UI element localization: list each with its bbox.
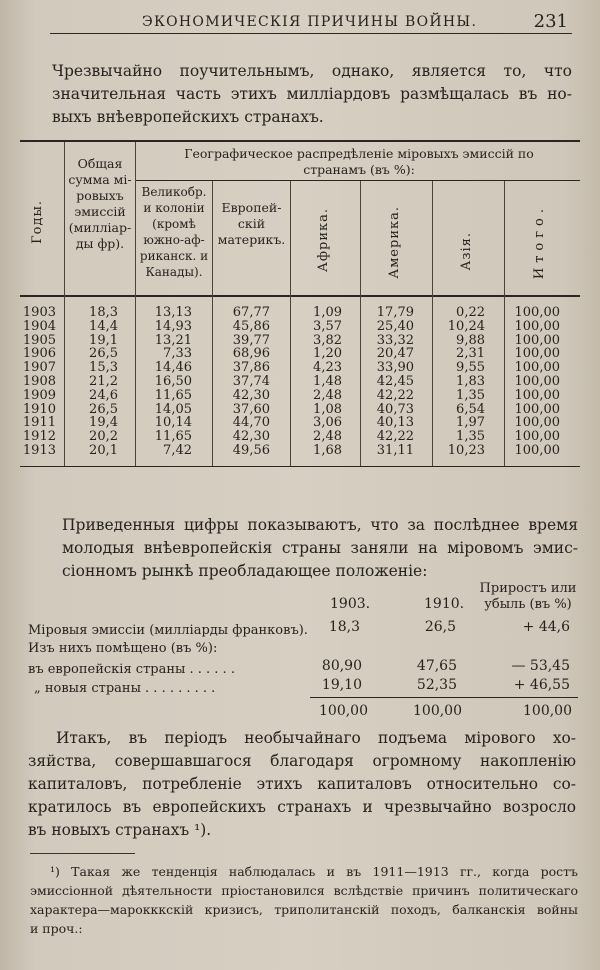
text-line: въ новыхъ странахъ ¹). xyxy=(28,821,212,839)
summary-value: 100,00 xyxy=(319,703,368,719)
table-row xyxy=(20,430,580,444)
summary-value: + 46,55 xyxy=(513,677,570,693)
cell-africa: 1,48 xyxy=(313,373,342,389)
cell-britain: 7,42 xyxy=(163,442,192,458)
cell-year: 1905 xyxy=(22,332,56,348)
cell-total: 20,2 xyxy=(89,429,118,445)
cell-total: 26,5 xyxy=(89,346,118,362)
cell-year: 1911 xyxy=(22,415,56,431)
header-geo-distribution: Географическое распредѣленіе міровыхъ эмиссій по странамъ (въ %): xyxy=(184,146,534,177)
cell-america: 25,40 xyxy=(376,318,414,334)
cell-africa: 2,48 xyxy=(313,429,342,445)
summary-row-europe-label: въ европейскія страны . . . . . . xyxy=(28,662,235,677)
cell-africa: 1,68 xyxy=(313,442,342,458)
cell-asia: 2,31 xyxy=(456,346,485,362)
header-america: Америка. xyxy=(387,206,402,279)
summary-value: + 44,6 xyxy=(522,619,570,635)
cell-britain: 14,05 xyxy=(154,401,192,417)
cell-year: 1909 xyxy=(22,387,56,403)
cell-africa: 1,20 xyxy=(313,346,342,362)
summary-value: — 53,45 xyxy=(511,658,570,674)
text-line: Итакъ, въ періодъ необычайнаго подъема мірового хо- xyxy=(56,729,576,747)
cell-total: 24,6 xyxy=(89,387,118,403)
text-line: Приведенныя цифры показываютъ, что за послѣднее время xyxy=(62,516,578,534)
cell-year: 1906 xyxy=(22,346,56,362)
middle-paragraph xyxy=(62,514,578,583)
table-bottom-rule xyxy=(20,466,580,467)
text-line: кратилось въ европейскихъ странахъ и чрезвычайно возросло xyxy=(28,798,576,816)
cell-britain: 13,13 xyxy=(154,305,192,320)
cell-year: 1913 xyxy=(22,442,56,458)
summary-row-new-label: „ новыя страны . . . . . . . . . xyxy=(34,681,216,696)
cell-total: 26,5 xyxy=(89,401,118,417)
cell-asia: 1,97 xyxy=(456,415,485,431)
cell-america: 31,11 xyxy=(376,442,414,458)
intro-paragraph xyxy=(52,60,572,129)
cell-africa: 2,48 xyxy=(313,387,342,403)
footnote xyxy=(30,862,578,938)
cell-africa: 3,06 xyxy=(313,415,342,431)
cell-britain: 11,65 xyxy=(154,429,192,445)
cell-europe: 42,30 xyxy=(232,429,270,445)
running-header xyxy=(50,10,572,32)
header-britain: Великобр. и колоніи (кромѣ южно-аф- риканск. и Канады). xyxy=(139,185,209,279)
cell-asia: 0,22 xyxy=(456,305,485,320)
cell-total-pct: 100,00 xyxy=(514,415,560,431)
header-total-percent: Итого. xyxy=(532,204,547,280)
table-row xyxy=(20,306,580,320)
cell-america: 33,90 xyxy=(376,360,414,376)
cell-america: 42,22 xyxy=(376,429,414,445)
cell-britain: 10,14 xyxy=(154,415,192,431)
cell-total: 19,1 xyxy=(89,332,118,348)
cell-africa: 3,82 xyxy=(313,332,342,348)
cell-asia: 1,83 xyxy=(456,373,485,389)
cell-total-pct: 100,00 xyxy=(514,332,560,348)
cell-asia: 10,24 xyxy=(447,318,485,334)
header-years: Годы. xyxy=(30,200,45,244)
cell-america: 40,73 xyxy=(376,401,414,417)
summary-value: 26,5 xyxy=(424,619,456,635)
summary-value: 19,10 xyxy=(321,677,362,693)
cell-europe: 39,77 xyxy=(232,332,270,348)
cell-year: 1908 xyxy=(22,373,56,389)
table-row xyxy=(20,334,580,348)
table-row xyxy=(20,416,580,430)
table-row xyxy=(20,375,580,389)
table-row xyxy=(20,403,580,417)
running-title: ЭКОНОМИЧЕСКІЯ ПРИЧИНЫ ВОЙНЫ. xyxy=(142,14,478,30)
cell-america: 42,22 xyxy=(376,387,414,403)
summary-value: 100,00 xyxy=(523,703,572,719)
table-body xyxy=(20,306,580,458)
text-line: капиталовъ, потребленіе этихъ капиталовъ относительно со- xyxy=(28,775,576,793)
summary-col-1910: 1910. xyxy=(424,596,465,612)
table-row xyxy=(20,320,580,334)
cell-asia: 6,54 xyxy=(456,401,485,417)
cell-europe: 37,86 xyxy=(232,360,270,376)
cell-britain: 13,21 xyxy=(154,332,192,348)
cell-year: 1903 xyxy=(22,305,56,320)
cell-total-pct: 100,00 xyxy=(514,373,560,389)
text-line: зяйства, совершавшагося благодаря огромному накопленію xyxy=(28,752,576,770)
table-top-rule xyxy=(20,140,580,142)
cell-total-pct: 100,00 xyxy=(514,442,560,458)
cell-year: 1910 xyxy=(22,401,56,417)
summary-value: 100,00 xyxy=(413,703,462,719)
cell-africa: 1,09 xyxy=(313,305,342,320)
header-rule xyxy=(50,33,572,34)
footnote-line: ¹) Такая же тенденція наблюдалась и въ 1911—1913 гг., когда ростъ xyxy=(50,864,578,879)
text-line: молодыя внѣевропейскія страны заняли на міровомъ эмис- xyxy=(62,539,578,557)
summary-sum-rule xyxy=(310,697,578,698)
header-africa: Африка. xyxy=(316,208,331,273)
cell-europe: 42,30 xyxy=(232,387,270,403)
cell-total: 15,3 xyxy=(89,360,118,376)
cell-britain: 14,93 xyxy=(154,318,192,334)
cell-total-pct: 100,00 xyxy=(514,401,560,417)
cell-total: 18,3 xyxy=(89,305,118,320)
footnote-rule xyxy=(30,853,135,854)
cell-america: 20,47 xyxy=(376,346,414,362)
cell-total-pct: 100,00 xyxy=(514,318,560,334)
table-row xyxy=(20,347,580,361)
header-asia: Азія. xyxy=(459,232,474,271)
cell-britain: 16,50 xyxy=(154,373,192,389)
cell-total: 20,1 xyxy=(89,442,118,458)
text-line: значительная часть этихъ милліардовъ размѣщалась въ но- xyxy=(52,85,572,103)
summary-value: 18,3 xyxy=(328,619,360,635)
cell-africa: 3,57 xyxy=(313,318,342,334)
cell-america: 17,79 xyxy=(376,305,414,320)
header-europe: Европей- скій материкъ. xyxy=(217,200,286,247)
cell-britain: 7,33 xyxy=(163,346,192,362)
cell-america: 42,45 xyxy=(376,373,414,389)
cell-total-pct: 100,00 xyxy=(514,305,560,320)
cell-africa: 1,08 xyxy=(313,401,342,417)
cell-america: 40,13 xyxy=(376,415,414,431)
conclusion-paragraph xyxy=(28,727,576,842)
cell-america: 33,32 xyxy=(376,332,414,348)
header-total-sum: Общая сумма мі- ровыхъ эмиссій (милліар- ды фр). xyxy=(68,156,132,251)
table-row xyxy=(20,389,580,403)
cell-europe: 49,56 xyxy=(232,442,270,458)
summary-placed-label: Изъ нихъ помѣщено (въ %): xyxy=(28,641,218,656)
summary-row-world-label: Міровыя эмиссіи (милліарды франковъ). xyxy=(28,623,308,638)
footnote-line: эмиссіонной дѣятельности пріостановился вслѣдствіе причинъ политическаго xyxy=(30,883,578,898)
cell-total-pct: 100,00 xyxy=(514,346,560,362)
footnote-line: характера—марокккскій кризисъ, триполитанскій походъ, балканскія войны xyxy=(30,902,578,917)
cell-year: 1907 xyxy=(22,360,56,376)
table-row xyxy=(20,361,580,375)
summary-value: 80,90 xyxy=(321,658,362,674)
cell-europe: 44,70 xyxy=(232,415,270,431)
cell-asia: 1,35 xyxy=(456,387,485,403)
cell-total: 14,4 xyxy=(89,318,118,334)
summary-value: 47,65 xyxy=(416,658,457,674)
cell-europe: 67,77 xyxy=(232,305,270,320)
summary-value: 52,35 xyxy=(416,677,457,693)
table-row xyxy=(20,444,580,458)
page-number: 231 xyxy=(533,11,568,32)
table-header-rule xyxy=(20,295,580,297)
cell-total-pct: 100,00 xyxy=(514,429,560,445)
text-line: сіонномъ рынкѣ преобладающее положеніе: xyxy=(62,562,428,580)
cell-year: 1904 xyxy=(22,318,56,334)
cell-asia: 10,23 xyxy=(447,442,485,458)
cell-britain: 14,46 xyxy=(154,360,192,376)
cell-europe: 45,86 xyxy=(232,318,270,334)
cell-asia: 9,55 xyxy=(456,360,485,376)
cell-total: 21,2 xyxy=(89,373,118,389)
cell-asia: 1,35 xyxy=(456,429,485,445)
cell-africa: 4,23 xyxy=(313,360,342,376)
cell-europe: 68,96 xyxy=(232,346,270,362)
cell-asia: 9,88 xyxy=(456,332,485,348)
cell-britain: 11,65 xyxy=(154,387,192,403)
cell-europe: 37,60 xyxy=(232,401,270,417)
cell-year: 1912 xyxy=(22,429,56,445)
text-line: выхъ внѣевропейскихъ странахъ. xyxy=(52,108,324,126)
cell-total-pct: 100,00 xyxy=(514,387,560,403)
geo-subheader-rule xyxy=(135,180,580,181)
cell-total-pct: 100,00 xyxy=(514,360,560,376)
footnote-line: и проч.: xyxy=(30,921,83,936)
summary-col-change: Приростъ или убыль (въ %) xyxy=(479,581,577,612)
summary-col-1903: 1903. xyxy=(330,596,371,612)
cell-europe: 37,74 xyxy=(232,373,270,389)
cell-total: 19,4 xyxy=(89,415,118,431)
text-line: Чрезвычайно поучительнымъ, однако, является то, что xyxy=(52,62,572,80)
